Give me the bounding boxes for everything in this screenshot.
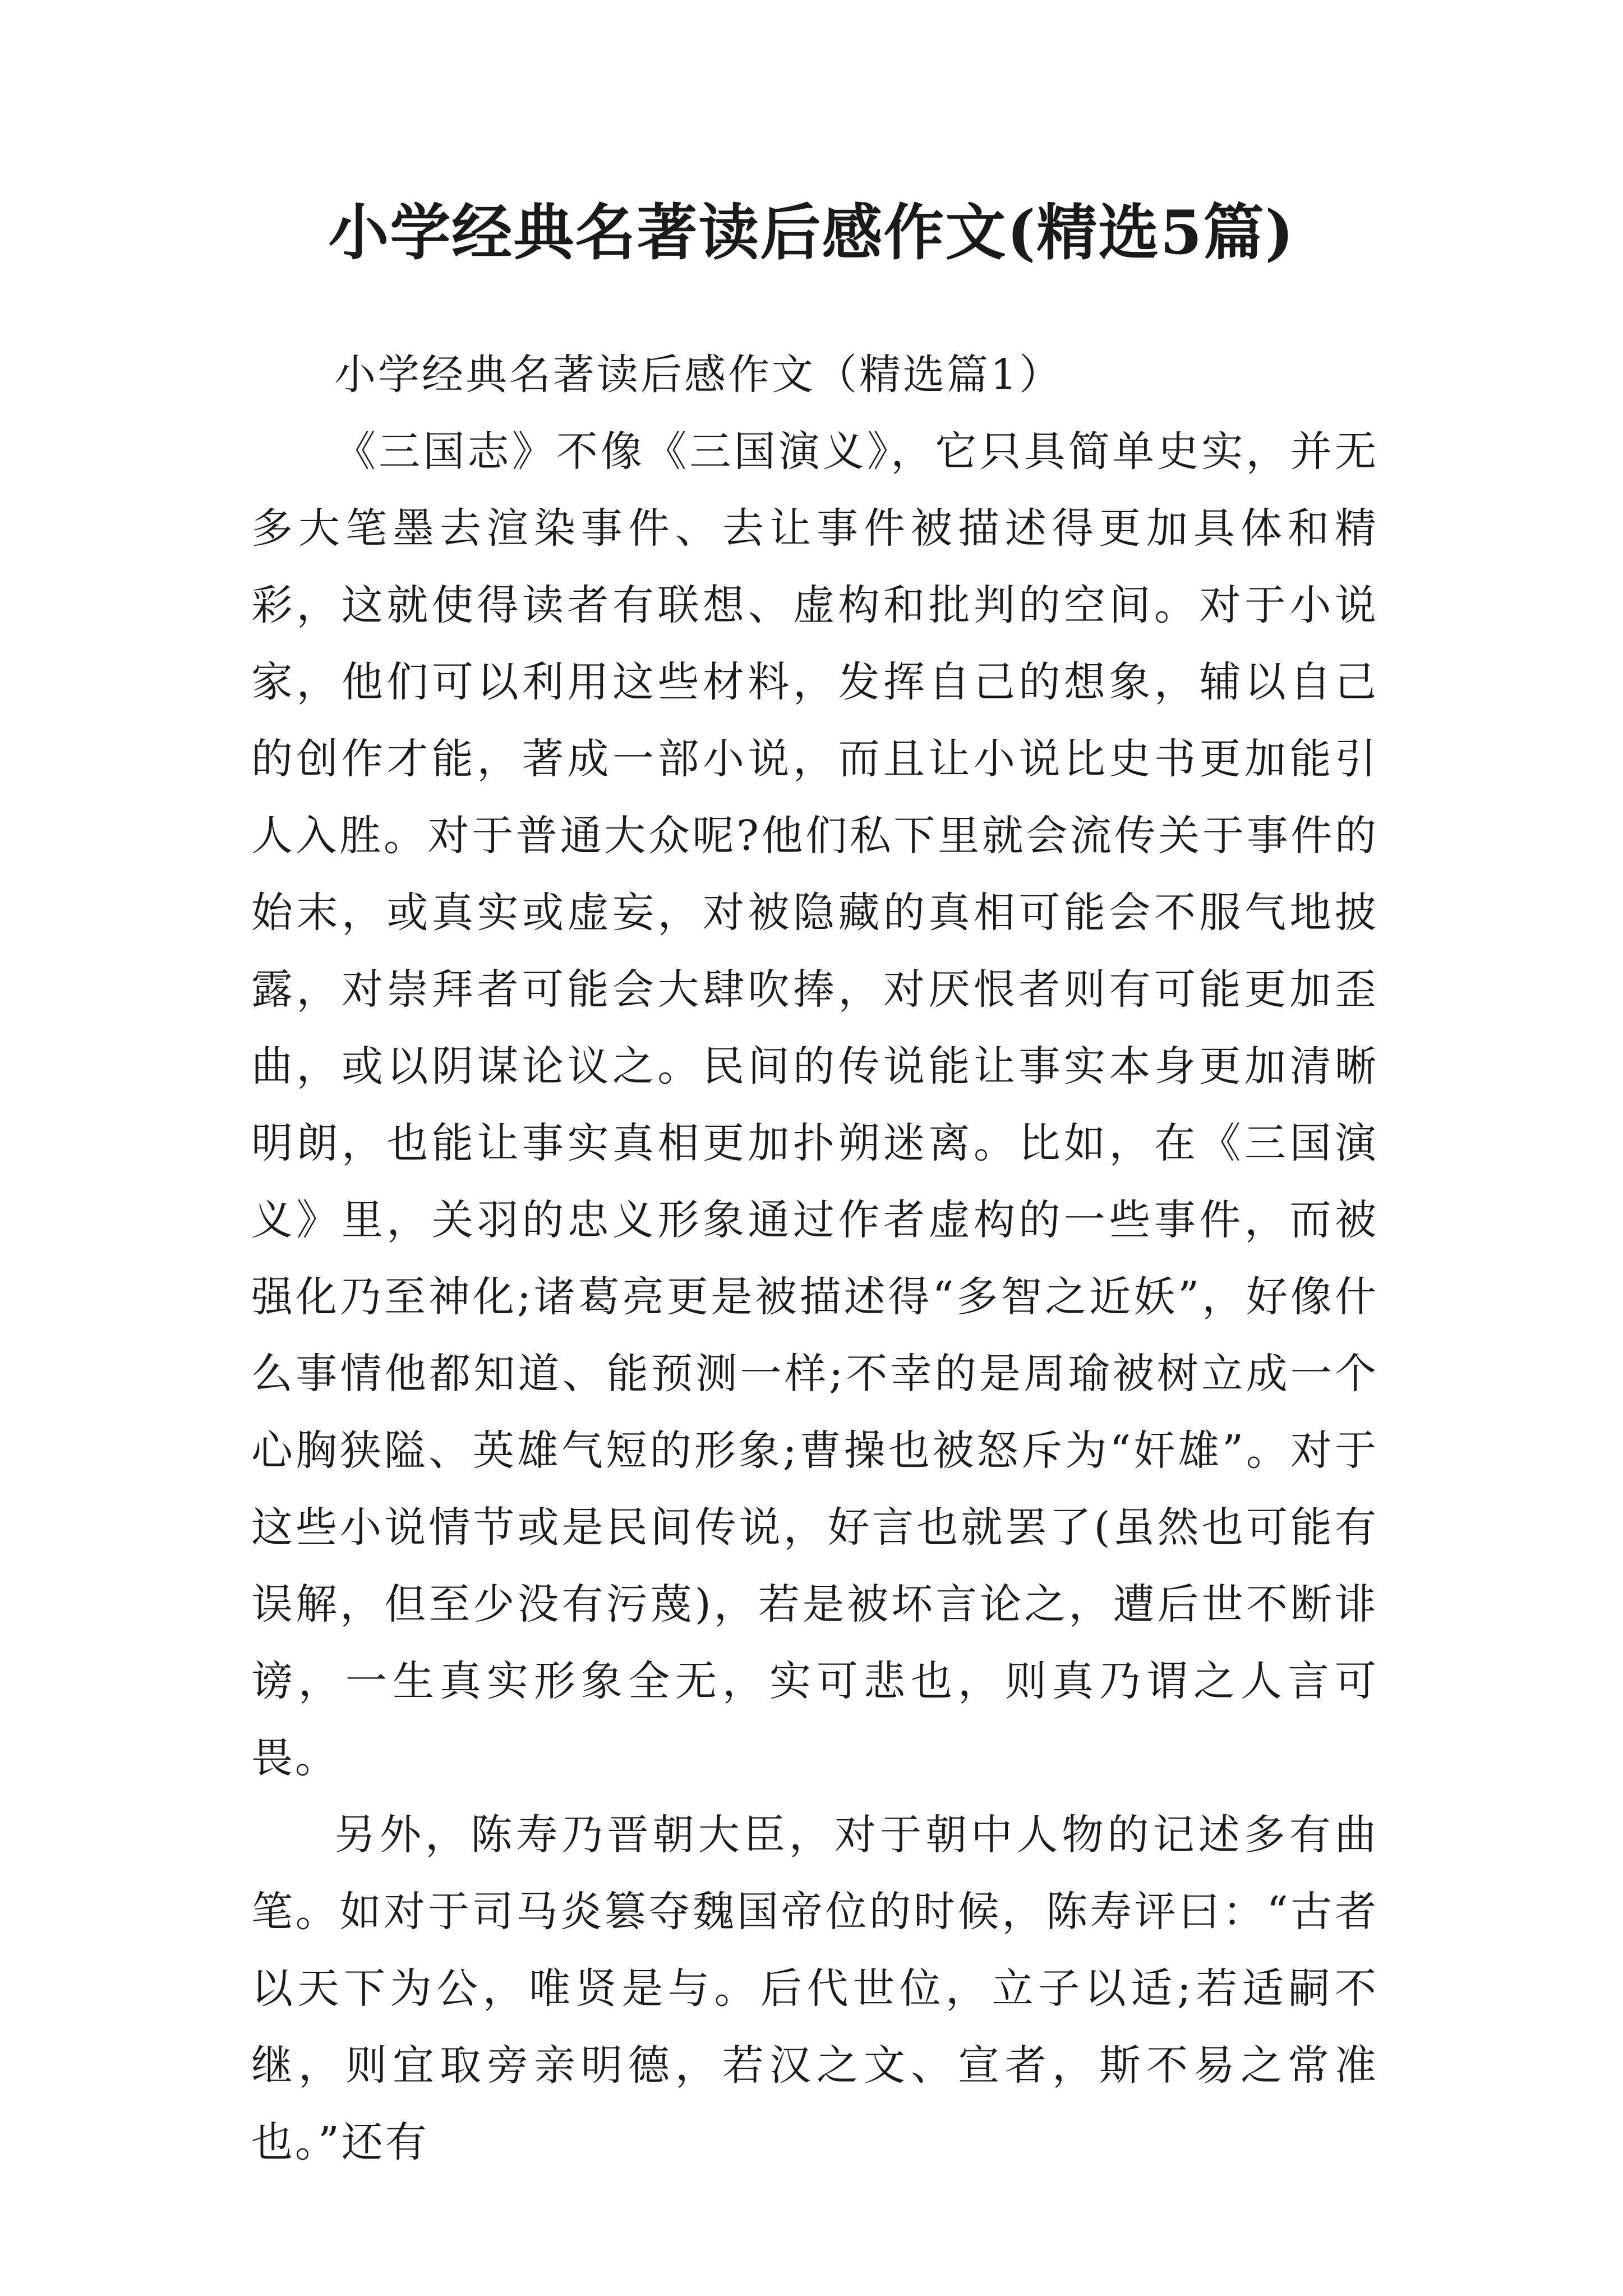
body-paragraph: 《三国志》不像《三国演义》，它只具简单史实，并无多大笔墨去渲染事件、去让事件被描述得更加具体和精彩，这就使得读者有联想、虚构和批判的空间。对于小说家，他们可以利用这些材料，发挥自己的想象，辅以自己的创作才能，著成一部小说，而且让小说比史书更加能引人入胜。对于普通大众呢?他们私下里就会流传关于事件的始末，或真实或虚妄，对被隐藏的真相可能会不服气地披露，对崇拜者可能会大肆吹捧，对厌恨者则有可能更加歪曲，或以阴谋论议之。民间的传说能让事实本身更加清晰明朗，也能让事实真相更加扑朔迷离。比如，在《三国演义》里，关羽的忠义形象通过作者虚构的一些事件，而被强化乃至神化;诸葛亮更是被描述得“多智之近妖”，好像什么事情他都知道、能预测一样;不幸的是周瑜被树立成一个心胸狭隘、英雄气短的形象;曹操也被怒斥为“奸雄”。对于这些小说情节或是民间传说，好言也就罢了(虽然也可能有误解，但至少没有污蔑)，若是被坏言论之，遭后世不断诽谤，一生真实形象全无，实可悲也，则真乃谓之人言可畏。: [251, 427, 1378, 1782]
section-heading: 小学经典名著读后感作文（精选篇1）: [334, 351, 1063, 399]
body-paragraph: 另外，陈寿乃晋朝大臣，对于朝中人物的记述多有曲笔。如对于司马炎篡夺魏国帝位的时候，陈寿评曰：“古者以天下为公，唯贤是与。后代世位，立子以适;若适嗣不继，则宜取旁亲明德，若汉之文、宣者，斯不易之常准也。”还有: [251, 1811, 1378, 2166]
document-title: 小学经典名著读后感作文(精选5篇): [328, 197, 1295, 268]
document-body: [251, 337, 1378, 2181]
